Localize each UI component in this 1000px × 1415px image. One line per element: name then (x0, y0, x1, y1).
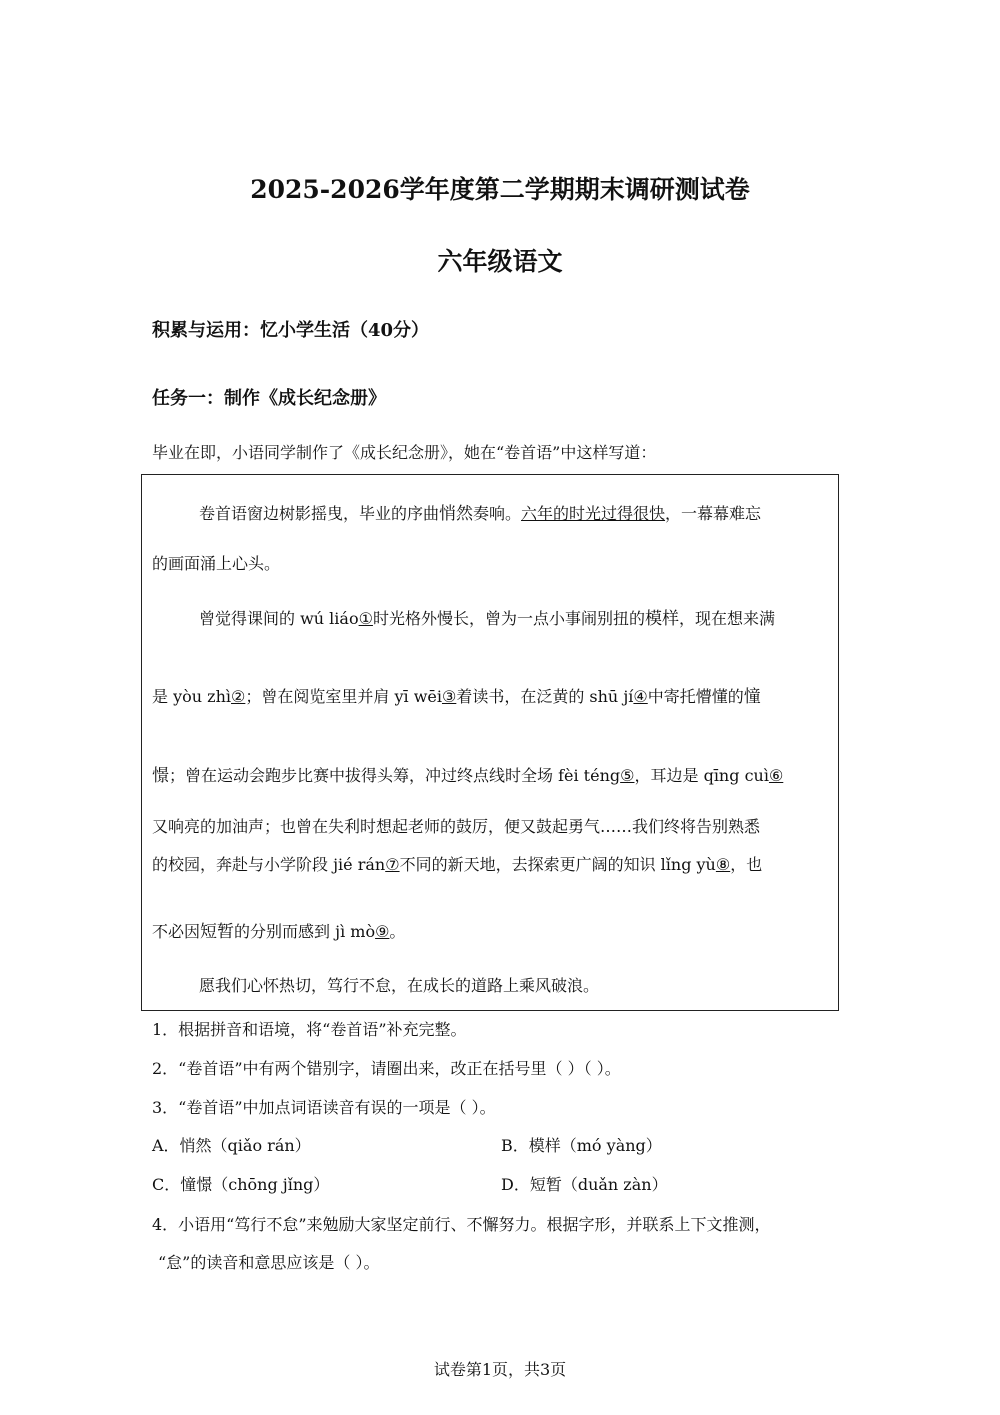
passage-text: 的分别而感到 jì mò (234, 922, 376, 941)
passage-line-2: 的画面涌上心头。 (152, 554, 281, 573)
passage-text: 中寄托懵懂的 (647, 687, 744, 706)
passage-line-3 (199, 604, 775, 629)
passage-text: ，耳边是 qīng cuì (634, 766, 769, 785)
section-heading: 积累与运用：忆小学生活（40分） (152, 320, 430, 341)
blank-1: ① (358, 609, 373, 628)
question-3: 3．“卷首语”中加点词语读音有误的一项是（ ）。 (152, 1098, 496, 1117)
passage-line-4 (152, 682, 761, 707)
exam-title: 2025-2026学年度第二学期期末调研测试卷 (250, 175, 750, 204)
task-heading: 任务一：制作《成长纪念册》 (152, 388, 386, 409)
dotted-word-4: 短暂 (200, 922, 235, 942)
passage-text: 时光格外慢长，曾为一点小事闹别扭的 (372, 609, 645, 628)
blank-2: ② (231, 687, 246, 706)
option-c: C．憧憬（chōng jǐng） (152, 1175, 330, 1194)
page-footer: 试卷第1页，共3页 (433, 1360, 567, 1379)
passage-text: 是 yòu zhì (152, 687, 232, 706)
question-4-line-2: “怠”的读音和意思应该是（ ）。 (158, 1253, 380, 1272)
passage-text: 不同的新天地，去探索更广阔的知识 lǐng yù (399, 855, 716, 874)
passage-text: 奏响。 (473, 504, 522, 523)
blank-9: ⑨ (375, 922, 390, 941)
question-2: 2．“卷首语”中有两个错别字，请圈出来，改正在括号里（ ）（ ）。 (152, 1059, 621, 1078)
question-1: 1．根据拼音和语境，将“卷首语”补充完整。 (152, 1020, 467, 1039)
passage-text: 卷首语窗边树影摇曳，毕业的序曲 (199, 504, 440, 523)
passage-text: 。 (389, 922, 406, 941)
question-4-line-1: 4．小语用“笃行不怠”来勉励大家坚定前行、不懈努力。根据字形，并联系上下文推测， (152, 1215, 771, 1234)
option-b: B．模样（mó yàng） (501, 1136, 662, 1155)
blank-5: ⑤ (620, 766, 635, 785)
dotted-word-1: 悄然 (439, 504, 474, 524)
passage-line-5 (152, 761, 783, 786)
underlined-sentence: 六年的时光过得很快 (521, 504, 666, 523)
passage-text: 曾觉得课间的 wú liáo (199, 609, 359, 628)
passage-text: 的校园，奔赴与小学阶段 jié rán (152, 855, 386, 874)
passage-line-7 (152, 852, 762, 875)
dotted-word-3b: 憬 (152, 766, 169, 786)
passage-text: 着读书，在泛黄的 shū jí (456, 687, 634, 706)
intro-text: 毕业在即，小语同学制作了《成长纪念册》，她在“卷首语”中这样写道： (152, 443, 657, 462)
blank-8: ⑧ (715, 855, 731, 874)
passage-text: ，也 (730, 855, 763, 874)
passage-line-8 (152, 917, 405, 942)
passage-text: ；曾在阅览室里并肩 yī wēi (245, 687, 442, 706)
exam-subtitle: 六年级语文 (437, 247, 563, 276)
passage-text: ；曾在运动会跑步比赛中拔得头筹，冲过终点线时全场 fèi téng (169, 766, 621, 785)
passage-text: ，现在想来满 (678, 609, 775, 628)
passage-line-6: 又响亮的加油声；也曾在失利时想起老师的鼓厉，便又鼓起勇气……我们终将告别熟悉 (152, 817, 761, 836)
blank-4: ④ (633, 687, 648, 706)
option-d: D．短暂（duǎn zàn） (501, 1175, 668, 1194)
dotted-word-3a: 憧 (743, 687, 761, 707)
blank-3: ③ (441, 687, 457, 706)
blank-6: ⑥ (768, 766, 784, 785)
passage-line-9: 愿我们心怀热切，笃行不怠，在成长的道路上乘风破浪。 (199, 976, 600, 995)
blank-7: ⑦ (385, 855, 400, 874)
passage-text: ，一幕幕难忘 (665, 504, 762, 523)
dotted-word-2: 模样 (644, 609, 679, 629)
option-a: A．悄然（qiǎo rán） (152, 1136, 311, 1155)
passage-text: 不必因 (152, 922, 201, 941)
passage-line-1 (199, 499, 761, 524)
